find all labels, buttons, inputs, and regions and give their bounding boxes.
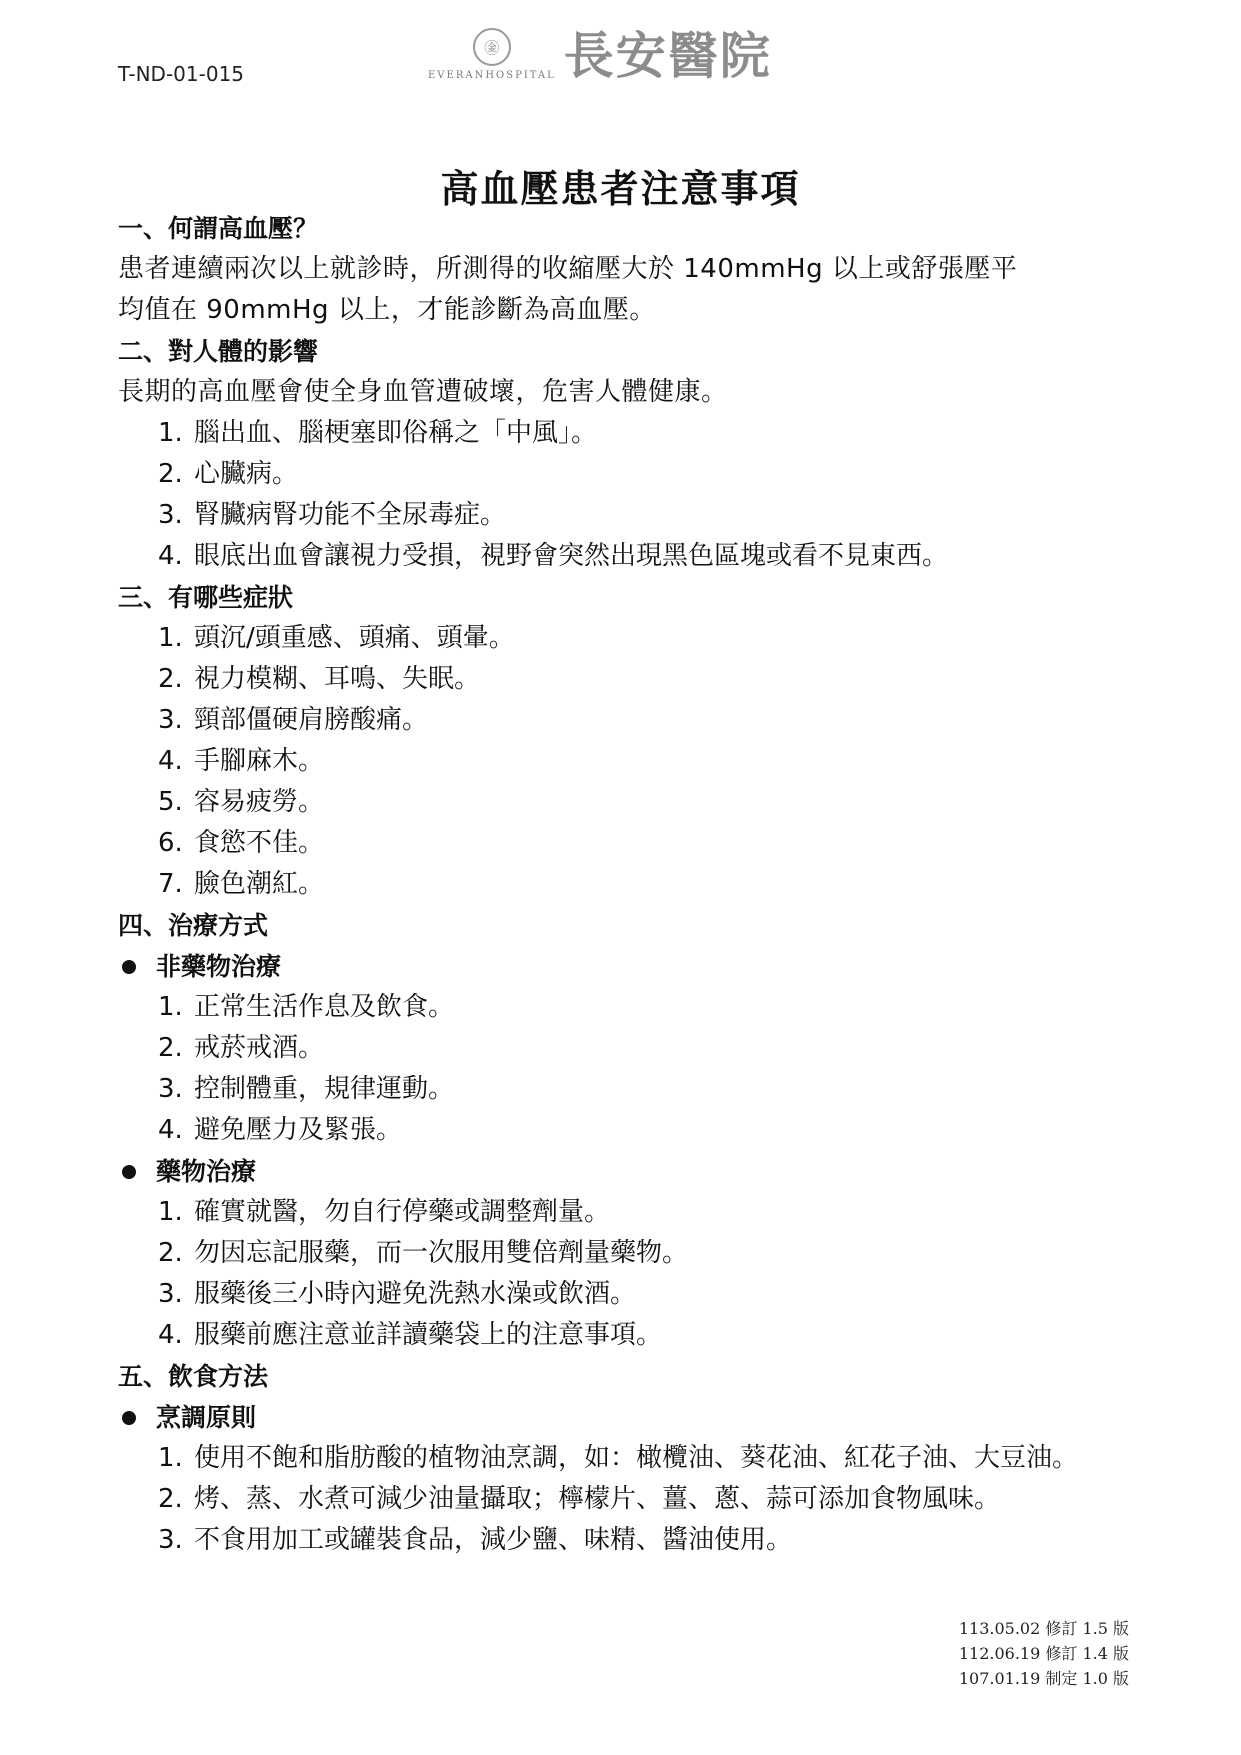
document-title: 高血壓患者注意事項 [440,167,801,211]
section2-heading: 二、對人體的影響 [118,337,319,366]
item-text: 控制體重，規律運動。 [194,1074,455,1104]
bullet-icon [122,1411,136,1425]
list-item [118,1315,1138,1356]
item-text: 容易疲勞。 [194,787,325,817]
item-text: 確實就醫，勿自行停藥或調整劑量。 [194,1197,611,1227]
item-text: 頭沉/頭重感、頭痛、頭暈。 [194,623,515,653]
item-text: 眼底出血會讓視力受損，視野會突然出現黑色區塊或看不見東西。 [194,541,949,571]
revision-line: 107.01.19 制定 1.0 版 [958,1669,1129,1688]
item-number: 3. [158,1525,183,1555]
item-text: 服藥前應注意並詳讀藥袋上的注意事項。 [194,1320,663,1350]
revision-line: 112.06.19 修訂 1.4 版 [958,1644,1129,1663]
logo-chinese-name: 長安醫院 [563,27,772,85]
bullet-icon [122,1165,136,1179]
list-item [118,864,1138,905]
item-text: 避免壓力及緊張。 [194,1115,403,1145]
item-text: 戒菸戒酒。 [194,1033,325,1063]
item-number: 3. [158,705,183,735]
item-text: 食慾不佳。 [194,828,325,858]
list-item [118,1110,1138,1151]
item-number: 2. [158,664,183,694]
item-text: 勿因忘記服藥，而一次服用雙倍劑量藥物。 [194,1238,689,1268]
item-number: 2. [158,1033,183,1063]
list-item [118,1274,1138,1315]
subheading-label: 烹調原則 [156,1403,257,1432]
list-item [118,1028,1138,1069]
item-number: 1. [158,992,183,1022]
item-number: 4. [158,1115,183,1145]
item-number: 6. [158,828,183,858]
section3-heading: 三、有哪些症狀 [118,583,294,612]
list-item [118,413,1138,454]
section1-line2: 均值在 90mmHg 以上，才能診斷為高血壓。 [118,295,656,325]
list-item [118,1479,1138,1520]
cooking-subheading [118,1397,1138,1438]
list-item [118,495,1138,536]
list-item [118,741,1138,782]
logo-mark-icon: ㊎ [473,28,511,66]
list-item [118,536,1138,577]
list-item [118,823,1138,864]
item-text: 腦出血、腦梗塞即俗稱之「中風」。 [194,418,598,448]
list-item [118,659,1138,700]
item-number: 4. [158,541,183,571]
item-text: 視力模糊、耳鳴、失眠。 [194,664,481,694]
item-number: 3. [158,1074,183,1104]
item-number: 1. [158,623,183,653]
item-text: 服藥後三小時內避免洗熱水澡或飲酒。 [194,1279,637,1309]
logo-left [428,28,556,81]
item-number: 2. [158,459,183,489]
item-number: 4. [158,746,183,776]
subheading-label: 藥物治療 [156,1157,257,1186]
item-text: 正常生活作息及飲食。 [194,992,455,1022]
logo-english-name: EVERANHOSPITAL [428,70,556,81]
section5-heading: 五、飲食方法 [118,1362,269,1391]
item-text: 心臟病。 [194,459,299,489]
subheading-label: 非藥物治療 [156,952,282,981]
list-item [118,1069,1138,1110]
drug-subheading [118,1151,1138,1192]
list-item [118,454,1138,495]
item-number: 3. [158,500,183,530]
item-number: 4. [158,1320,183,1350]
document-body [118,208,1138,1561]
list-item [118,618,1138,659]
item-number: 1. [158,418,183,448]
item-text: 烤、蒸、水煮可減少油量攝取；檸檬片、薑、蔥、蒜可添加食物風味。 [194,1484,1001,1514]
list-item [118,987,1138,1028]
item-text: 不食用加工或罐裝食品，減少鹽、味精、醬油使用。 [194,1525,793,1555]
list-item [118,1520,1138,1561]
item-number: 2. [158,1238,183,1268]
nondrug-subheading [118,946,1138,987]
list-item [118,782,1138,823]
list-item [118,1438,1138,1479]
item-text: 手腳麻木。 [194,746,325,776]
section1-line1: 患者連續兩次以上就診時，所測得的收縮壓大於 140mmHg 以上或舒張壓平 [118,254,1018,284]
bullet-icon [122,960,136,974]
revision-line: 113.05.02 修訂 1.5 版 [958,1619,1129,1638]
item-number: 3. [158,1279,183,1309]
section1-heading: 一、何謂高血壓？ [118,214,319,243]
list-item [118,1192,1138,1233]
item-text: 使用不飽和脂肪酸的植物油烹調，如：橄欖油、葵花油、紅花子油、大豆油。 [194,1443,1079,1473]
document-code: T-ND-01-015 [118,62,245,86]
item-number: 7. [158,869,183,899]
item-number: 1. [158,1443,183,1473]
hospital-logo [428,27,772,85]
section2-intro: 長期的高血壓會使全身血管遭破壞，危害人體健康。 [118,377,728,407]
item-number: 5. [158,787,183,817]
item-number: 2. [158,1484,183,1514]
item-text: 頸部僵硬肩膀酸痛。 [194,705,429,735]
section4-heading: 四、治療方式 [118,911,269,940]
list-item [118,1233,1138,1274]
revision-history [959,1616,1129,1691]
item-text: 臉色潮紅。 [194,869,325,899]
item-number: 1. [158,1197,183,1227]
item-text: 腎臟病腎功能不全尿毒症。 [194,500,507,530]
list-item [118,700,1138,741]
